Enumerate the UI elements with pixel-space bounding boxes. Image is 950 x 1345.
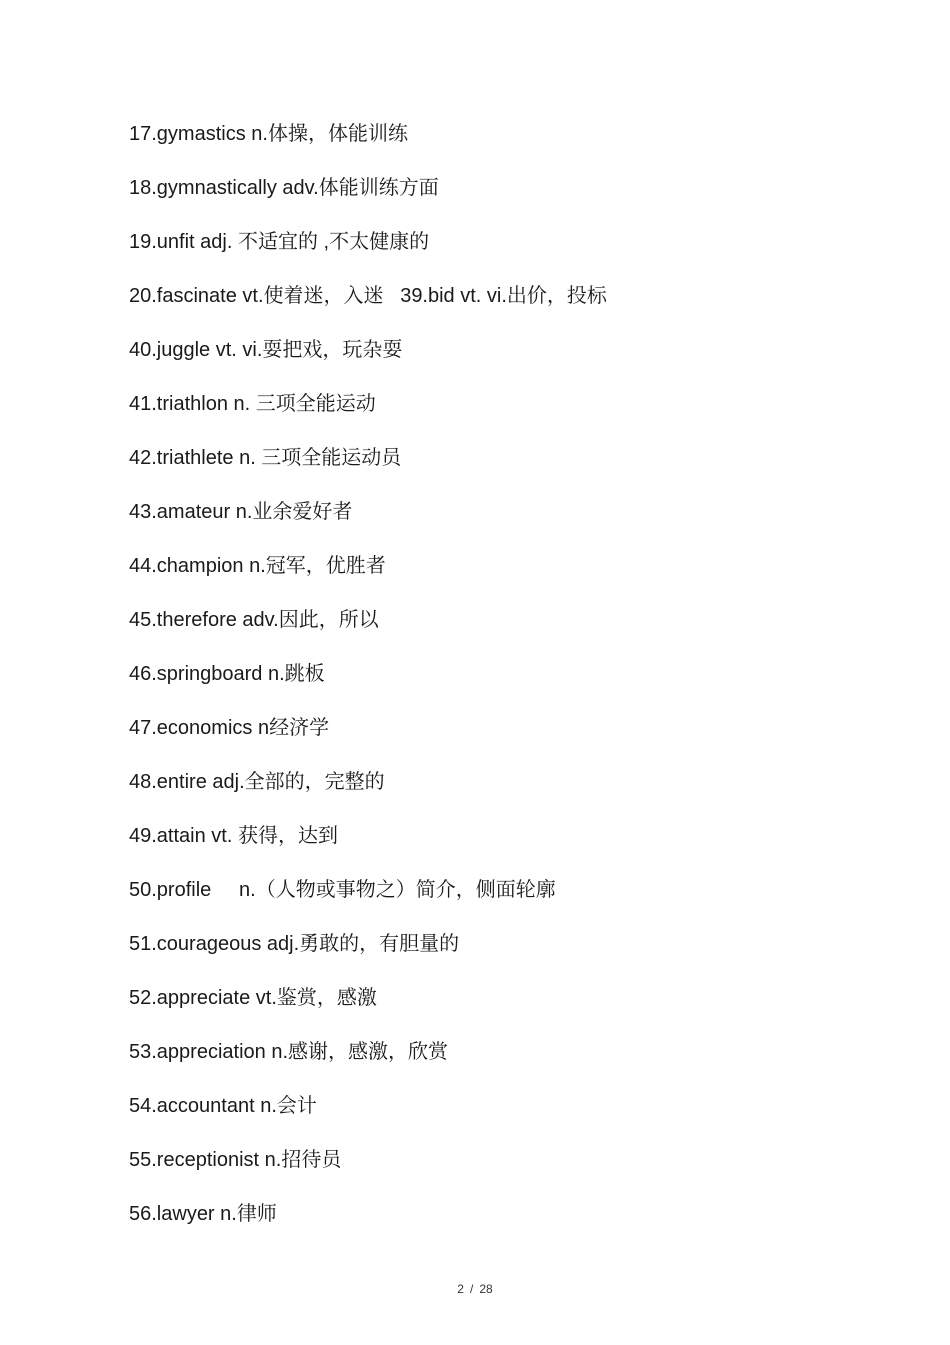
vocab-entry: 17.gymastics n.体操，体能训练 xyxy=(129,123,408,145)
vocab-entry: 18.gymnastically adv.体能训练方面 xyxy=(129,177,439,199)
vocab-entry: 49.attain vt. 获得，达到 xyxy=(129,825,338,847)
page-number-footer xyxy=(0,1282,950,1296)
vocab-entry: 47.economics n经济学 xyxy=(129,717,330,739)
vocab-entry: 54.accountant n.会计 xyxy=(129,1095,317,1117)
vocab-entry: 42.triathlete n. 三项全能运动员 xyxy=(129,447,402,469)
vocab-entry: 50.profile n.（人物或事物之）简介，侧面轮廓 xyxy=(129,879,556,901)
vocab-entry: 44.champion n.冠军，优胜者 xyxy=(129,555,386,577)
vocab-entry: 55.receptionist n.招待员 xyxy=(129,1149,342,1171)
vocab-entry: 48.entire adj.全部的，完整的 xyxy=(129,771,385,793)
vocab-entry: 46.springboard n.跳板 xyxy=(129,663,325,685)
vocabulary-list xyxy=(129,120,607,1254)
vocab-entry: 53.appreciation n.感谢，感激，欣赏 xyxy=(129,1041,449,1063)
vocab-entry: 20.fascinate vt.使着迷，入迷 39.bid vt. vi.出价，投标 xyxy=(129,285,607,307)
total-page-count: 28 xyxy=(479,1282,493,1296)
vocab-entry: 41.triathlon n. 三项全能运动 xyxy=(129,393,376,415)
vocab-entry: 56.lawyer n.律师 xyxy=(129,1203,277,1225)
page-separator: / xyxy=(469,1282,474,1296)
current-page-number: 2 xyxy=(457,1282,464,1296)
vocab-entry: 45.therefore adv.因此，所以 xyxy=(129,609,379,631)
vocab-entry: 52.appreciate vt.鉴赏，感激 xyxy=(129,987,377,1009)
vocab-entry: 51.courageous adj.勇敢的，有胆量的 xyxy=(129,933,460,955)
vocab-entry: 43.amateur n.业余爱好者 xyxy=(129,501,353,523)
vocab-entry: 40.juggle vt. vi.耍把戏，玩杂耍 xyxy=(129,339,403,361)
vocab-entry: 19.unfit adj. 不适宜的 ,不太健康的 xyxy=(129,231,430,253)
